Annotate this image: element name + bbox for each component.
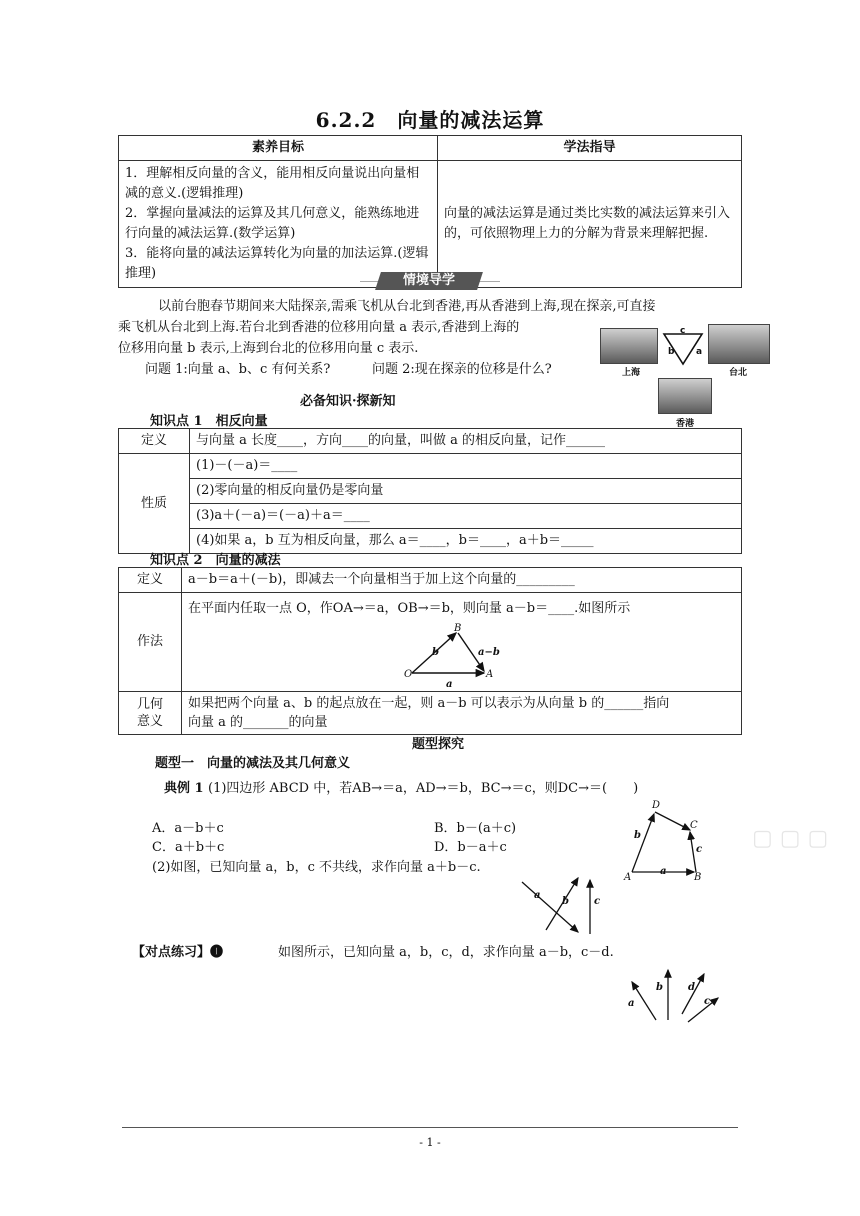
example1-part2: (2)如图，已知向量 a，b，c 不共线，求作向量 a＋b－c. bbox=[152, 860, 481, 875]
fig3-label-b: b bbox=[656, 982, 663, 993]
goal-item: 2．掌握向量减法的运算及其几何意义，能熟练地进行向量的减法运算.(数学运算) bbox=[125, 206, 420, 241]
fig2-label-a: a bbox=[534, 890, 541, 901]
watermark-logo: ▢ ▢ ▢ bbox=[752, 826, 829, 851]
kp2-geo-text bbox=[182, 692, 742, 735]
banner bbox=[375, 272, 483, 290]
intro-line-3: 位移用向量 b 表示,上海到台北的位移用向量 c 表示. bbox=[118, 341, 419, 356]
fig-label-b: b bbox=[432, 647, 439, 658]
quad-label-C: C bbox=[690, 820, 698, 831]
practice-text: 如图所示，已知向量 a，b，c，d，求作向量 a－b，c－d. bbox=[278, 945, 614, 960]
map-label-hongkong: 香港 bbox=[676, 419, 695, 429]
shanghai-photo bbox=[600, 328, 658, 364]
quad-label-a: a bbox=[660, 866, 667, 877]
guide-header: 学法指导 bbox=[438, 136, 742, 161]
kp1-prop: (2)零向量的相反向量仍是零向量 bbox=[190, 479, 742, 504]
fig-label-A: A bbox=[486, 669, 494, 680]
goal-item: 3．能将向量的减法运算转化为向量的加法运算.(逻辑推理) bbox=[125, 246, 429, 281]
fig2-label-b: b bbox=[562, 896, 569, 907]
kp1-def-label: 定义 bbox=[119, 429, 190, 454]
option-d: D．b－a＋c bbox=[434, 840, 507, 855]
taipei-photo bbox=[708, 324, 770, 364]
goal-item: 1．理解相反向量的含义，能用相反向量说出向量相减的意义.(逻辑推理) bbox=[125, 166, 420, 201]
quad-label-B: B bbox=[694, 872, 702, 883]
footer-line bbox=[122, 1127, 738, 1128]
kp2-geo-line-1: 如果把两个向量 a、b 的起点放在一起，则 a－b 可以表示为从向量 b 的______指向 bbox=[188, 696, 670, 711]
kp2-geo-label-1: 几何 bbox=[136, 697, 163, 712]
quad-label-b: b bbox=[634, 830, 641, 841]
kp2-method-cell bbox=[182, 593, 742, 692]
kp2-method-label: 作法 bbox=[119, 593, 182, 692]
kp2-def-text: a－b＝a＋(－b)，即减去一个向量相当于加上这个向量的_________ bbox=[182, 568, 742, 593]
page-number: - 1 - bbox=[419, 1136, 441, 1149]
quad-label-c: c bbox=[696, 844, 703, 855]
kp1-prop: (3)a＋(－a)＝(－a)＋a＝____ bbox=[190, 504, 742, 529]
example1-label: 典例 1 bbox=[164, 781, 204, 796]
quadrilateral-figure bbox=[622, 800, 712, 882]
section-heading: 必备知识·探新知 bbox=[300, 394, 396, 409]
question-1: 问题 1:向量 a、b、c 有何关系? bbox=[145, 362, 331, 377]
fig-label-a-minus-b: a−b bbox=[478, 647, 500, 658]
quad-label-A: A bbox=[624, 872, 632, 883]
goals-header: 素养目标 bbox=[119, 136, 438, 161]
practice-label: 【对点练习】❶ bbox=[132, 945, 224, 960]
example1-lead bbox=[164, 778, 204, 799]
quad-label-D: D bbox=[652, 800, 661, 811]
type1-heading: 题型一 向量的减法及其几何意义 bbox=[155, 756, 351, 771]
kp2-geo-label-2: 意义 bbox=[136, 714, 163, 729]
kp2-def-label: 定义 bbox=[119, 568, 182, 593]
option-b: B．b－(a＋c) bbox=[434, 821, 517, 836]
kp1-prop: (1)－(－a)＝____ bbox=[190, 454, 742, 479]
example1-stem: (1)四边形 ABCD 中，若AB→＝a，AD→＝b，BC→＝c，则DC→＝( ) bbox=[208, 781, 639, 796]
intro-line-1: 以前台胞春节期间来大陆探亲,需乘飞机从台北到香港,再从香港到上海,现在探亲,可直接 bbox=[158, 299, 656, 314]
kp1-table bbox=[118, 428, 742, 554]
kp1-prop-label: 性质 bbox=[119, 454, 190, 554]
guide-cell: 向量的减法运算是通过类比实数的减法运算来引入的，可依照物理上力的分解为背景来理解把握. bbox=[438, 161, 742, 288]
map-label-taipei: 台北 bbox=[729, 368, 748, 378]
kp2-heading: 知识点 2 向量的减法 bbox=[150, 553, 281, 568]
goals-table bbox=[118, 135, 742, 288]
fig-label-O: O bbox=[404, 669, 413, 680]
type-heading: 题型探究 bbox=[412, 737, 465, 752]
fig3-label-a: a bbox=[628, 998, 635, 1009]
goals-cell bbox=[119, 161, 438, 288]
kp1-heading: 知识点 1 相反向量 bbox=[150, 414, 268, 429]
map-label-b: b bbox=[668, 347, 675, 357]
kp2-method-text: 在平面内任取一点 O，作OA→＝a，OB→＝b，则向量 a－b＝____.如图所示 bbox=[188, 601, 631, 616]
map-label-a: a bbox=[696, 347, 703, 357]
fig3-label-d: d bbox=[688, 982, 695, 993]
map-label-shanghai: 上海 bbox=[622, 368, 641, 378]
fig-label-a: a bbox=[446, 679, 453, 690]
option-a: A．a－b＋c bbox=[152, 821, 224, 836]
option-c: C．a＋b＋c bbox=[152, 840, 225, 855]
vectors-abc-figure bbox=[516, 870, 606, 936]
map-label-c: c bbox=[680, 326, 686, 336]
banner-text: 情境导学 bbox=[402, 273, 455, 288]
kp2-table bbox=[118, 567, 742, 735]
intro-line-2: 乘飞机从台北到上海.若台北到香港的位移用向量 a 表示,香港到上海的 bbox=[118, 320, 520, 335]
hongkong-photo bbox=[658, 378, 712, 414]
kp1-prop: (4)如果 a，b 互为相反向量，那么 a＝____，b＝____，a＋b＝_____ bbox=[190, 529, 742, 554]
kp2-geo-line-2: 向量 a 的_______的向量 bbox=[188, 715, 328, 730]
fig2-label-c: c bbox=[594, 896, 601, 907]
fig3-label-c: c bbox=[704, 996, 711, 1007]
question-2: 问题 2:现在探亲的位移是什么? bbox=[372, 362, 552, 377]
fig-label-B: B bbox=[454, 623, 462, 634]
page-title: 6.2.2 向量的减法运算 bbox=[315, 108, 545, 132]
kp1-def-text: 与向量 a 长度____，方向____的向量，叫做 a 的相反向量，记作______ bbox=[190, 429, 742, 454]
kp2-geo-label bbox=[119, 692, 182, 735]
